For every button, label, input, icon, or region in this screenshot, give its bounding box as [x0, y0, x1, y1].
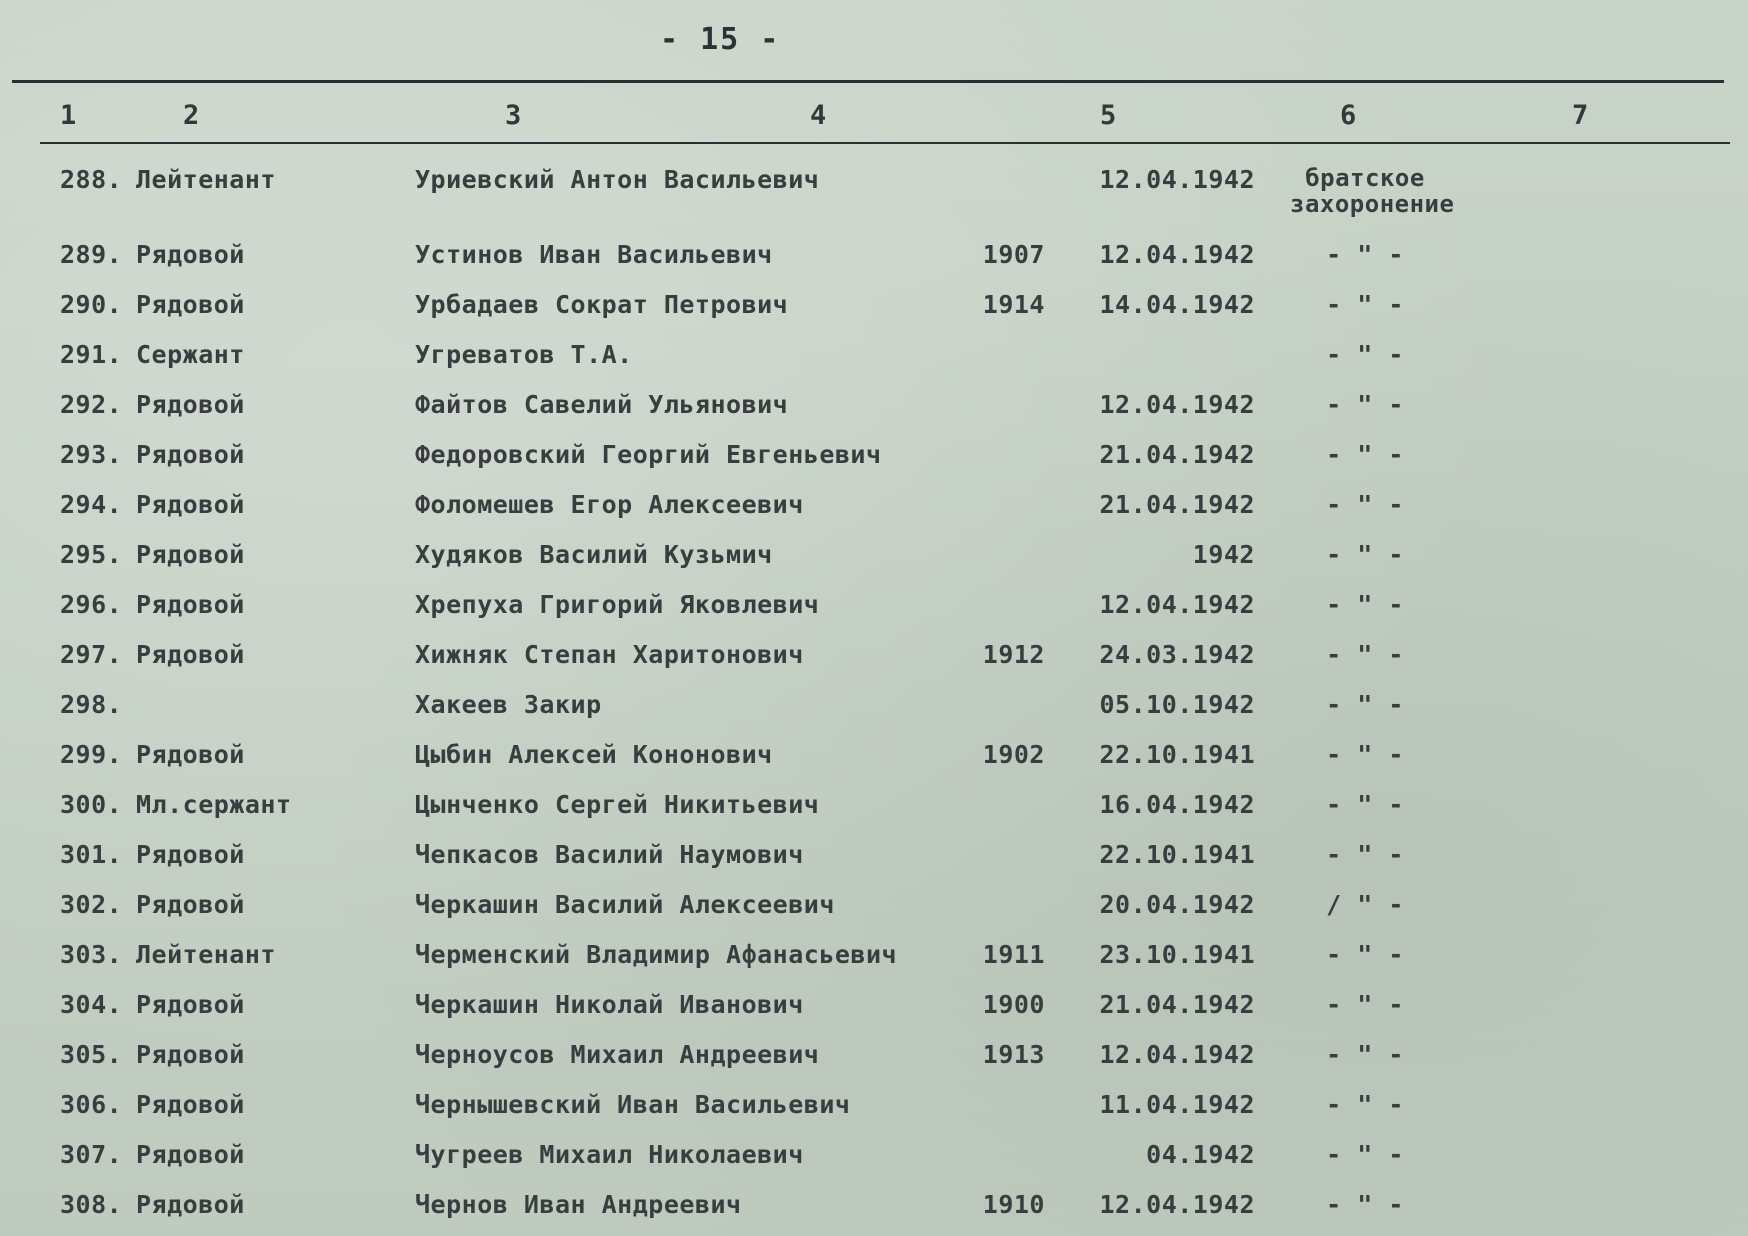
birth-year: 1910 [982, 1190, 1045, 1219]
column-number-3: 3 [505, 100, 522, 131]
death-date: 20.04.1942 [1099, 890, 1255, 919]
table-row [0, 790, 1748, 834]
table-row [0, 940, 1748, 984]
burial-place: / " - [1326, 890, 1404, 919]
military-rank: Сержант [136, 340, 245, 369]
death-date: 05.10.1942 [1099, 690, 1255, 719]
burial-place: - " - [1326, 290, 1404, 319]
military-rank: Рядовой [136, 390, 245, 419]
burial-place: - " - [1326, 340, 1404, 369]
full-name: Угреватов Т.А. [415, 340, 633, 369]
row-number: 299. [60, 740, 123, 769]
table-row [0, 290, 1748, 334]
column-number-6: 6 [1340, 100, 1357, 131]
birth-year: 1907 [982, 240, 1045, 269]
burial-place: - " - [1326, 840, 1404, 869]
table-row [0, 590, 1748, 634]
full-name: Черноусов Михаил Андреевич [415, 1040, 820, 1069]
table-row [0, 890, 1748, 934]
birth-year: 1912 [982, 640, 1045, 669]
column-number-4: 4 [810, 100, 827, 131]
row-number: 291. [60, 340, 123, 369]
full-name: Черкашин Николай Иванович [415, 990, 804, 1019]
row-number: 300. [60, 790, 123, 819]
death-date: 12.04.1942 [1099, 590, 1255, 619]
table-row [0, 1090, 1748, 1134]
death-date: 04.1942 [1146, 1140, 1255, 1169]
death-date: 12.04.1942 [1099, 1190, 1255, 1219]
full-name: Чернышевский Иван Васильевич [415, 1090, 851, 1119]
military-rank: Рядовой [136, 290, 245, 319]
birth-year: 1913 [982, 1040, 1045, 1069]
birth-year: 1914 [982, 290, 1045, 319]
row-number: 305. [60, 1040, 123, 1069]
full-name: Черкашин Василий Алексеевич [415, 890, 835, 919]
military-rank: Рядовой [136, 640, 245, 669]
full-name: Чугреев Михаил Николаевич [415, 1140, 804, 1169]
birth-year: 1902 [982, 740, 1045, 769]
burial-place: - " - [1326, 790, 1404, 819]
row-number: 288. [60, 165, 123, 194]
table-row [0, 1040, 1748, 1084]
burial-place: - " - [1326, 590, 1404, 619]
birth-year: 1911 [982, 940, 1045, 969]
row-number: 298. [60, 690, 123, 719]
death-date: 23.10.1941 [1099, 940, 1255, 969]
burial-place: - " - [1326, 1190, 1404, 1219]
column-number-7: 7 [1572, 100, 1589, 131]
burial-place: - " - [1326, 390, 1404, 419]
full-name: Фоломешев Егор Алексеевич [415, 490, 804, 519]
military-rank: Рядовой [136, 1190, 245, 1219]
row-number: 297. [60, 640, 123, 669]
row-number: 289. [60, 240, 123, 269]
death-date: 24.03.1942 [1099, 640, 1255, 669]
table-row [0, 390, 1748, 434]
military-rank: Мл.сержант [136, 790, 292, 819]
header-top-rule [12, 80, 1724, 83]
military-rank: Рядовой [136, 590, 245, 619]
burial-place: - " - [1326, 940, 1404, 969]
burial-place: - " - [1326, 1090, 1404, 1119]
military-rank: Рядовой [136, 840, 245, 869]
column-number-2: 2 [183, 100, 200, 131]
table-row [0, 1190, 1748, 1234]
death-date: 21.04.1942 [1099, 490, 1255, 519]
table-row [0, 990, 1748, 1034]
military-rank: Рядовой [136, 1040, 245, 1069]
burial-place: - " - [1326, 440, 1404, 469]
military-rank: Рядовой [136, 490, 245, 519]
burial-place: - " - [1326, 990, 1404, 1019]
death-date: 12.04.1942 [1099, 165, 1255, 194]
table-row [0, 440, 1748, 484]
row-number: 304. [60, 990, 123, 1019]
full-name: Хакеев Закир [415, 690, 602, 719]
death-date: 21.04.1942 [1099, 990, 1255, 1019]
table-row [0, 740, 1748, 784]
burial-place: - " - [1326, 540, 1404, 569]
full-name: Файтов Савелий Ульянович [415, 390, 789, 419]
death-date: 22.10.1941 [1099, 840, 1255, 869]
military-rank: Рядовой [136, 990, 245, 1019]
death-date: 11.04.1942 [1099, 1090, 1255, 1119]
military-rank: Рядовой [136, 440, 245, 469]
column-number-1: 1 [60, 100, 77, 131]
full-name: Хижняк Степан Харитонович [415, 640, 804, 669]
burial-place: - " - [1326, 640, 1404, 669]
full-name: Устинов Иван Васильевич [415, 240, 773, 269]
death-date: 1942 [1192, 540, 1255, 569]
full-name: Федоровский Георгий Евгеньевич [415, 440, 882, 469]
military-rank: Рядовой [136, 890, 245, 919]
table-row [0, 690, 1748, 734]
full-name: Цынченко Сергей Никитьевич [415, 790, 820, 819]
row-number: 307. [60, 1140, 123, 1169]
table-row [0, 164, 1748, 218]
column-number-5: 5 [1100, 100, 1117, 131]
death-date: 12.04.1942 [1099, 390, 1255, 419]
table-row [0, 1140, 1748, 1184]
military-rank: Рядовой [136, 540, 245, 569]
military-rank: Лейтенант [136, 940, 276, 969]
page-number: - 15 - [660, 22, 781, 57]
row-number: 306. [60, 1090, 123, 1119]
burial-place: - " - [1326, 740, 1404, 769]
military-rank: Рядовой [136, 740, 245, 769]
table-row [0, 340, 1748, 384]
burial-place: - " - [1326, 690, 1404, 719]
row-number: 296. [60, 590, 123, 619]
birth-year: 1900 [982, 990, 1045, 1019]
burial-place: - " - [1326, 1040, 1404, 1069]
header-bottom-rule [40, 142, 1730, 144]
row-number: 295. [60, 540, 123, 569]
death-date: 14.04.1942 [1099, 290, 1255, 319]
death-date: 12.04.1942 [1099, 1040, 1255, 1069]
row-number: 290. [60, 290, 123, 319]
burial-place: - " - [1326, 490, 1404, 519]
row-number: 293. [60, 440, 123, 469]
death-date: 22.10.1941 [1099, 740, 1255, 769]
row-number: 308. [60, 1190, 123, 1219]
death-date: 12.04.1942 [1099, 240, 1255, 269]
full-name: Черменский Владимир Афанасьевич [415, 940, 898, 969]
burial-place: братское захоронение [1290, 164, 1455, 218]
row-number: 301. [60, 840, 123, 869]
full-name: Худяков Василий Кузьмич [415, 540, 773, 569]
full-name: Чернов Иван Андреевич [415, 1190, 742, 1219]
burial-place: - " - [1326, 1140, 1404, 1169]
table-row [0, 640, 1748, 684]
burial-place: - " - [1326, 240, 1404, 269]
table-row [0, 840, 1748, 884]
full-name: Цыбин Алексей Кононович [415, 740, 773, 769]
row-number: 294. [60, 490, 123, 519]
military-rank: Рядовой [136, 1090, 245, 1119]
death-date: 16.04.1942 [1099, 790, 1255, 819]
table-row [0, 490, 1748, 534]
row-number: 292. [60, 390, 123, 419]
death-date: 21.04.1942 [1099, 440, 1255, 469]
row-number: 303. [60, 940, 123, 969]
full-name: Хрепуха Григорий Яковлевич [415, 590, 820, 619]
military-rank: Рядовой [136, 240, 245, 269]
military-rank: Лейтенант [136, 165, 276, 194]
row-number: 302. [60, 890, 123, 919]
full-name: Урбадаев Сократ Петрович [415, 290, 789, 319]
table-row [0, 240, 1748, 284]
military-rank: Рядовой [136, 1140, 245, 1169]
full-name: Уриевский Антон Васильевич [415, 165, 820, 194]
table-row [0, 540, 1748, 584]
full-name: Чепкасов Василий Наумович [415, 840, 804, 869]
